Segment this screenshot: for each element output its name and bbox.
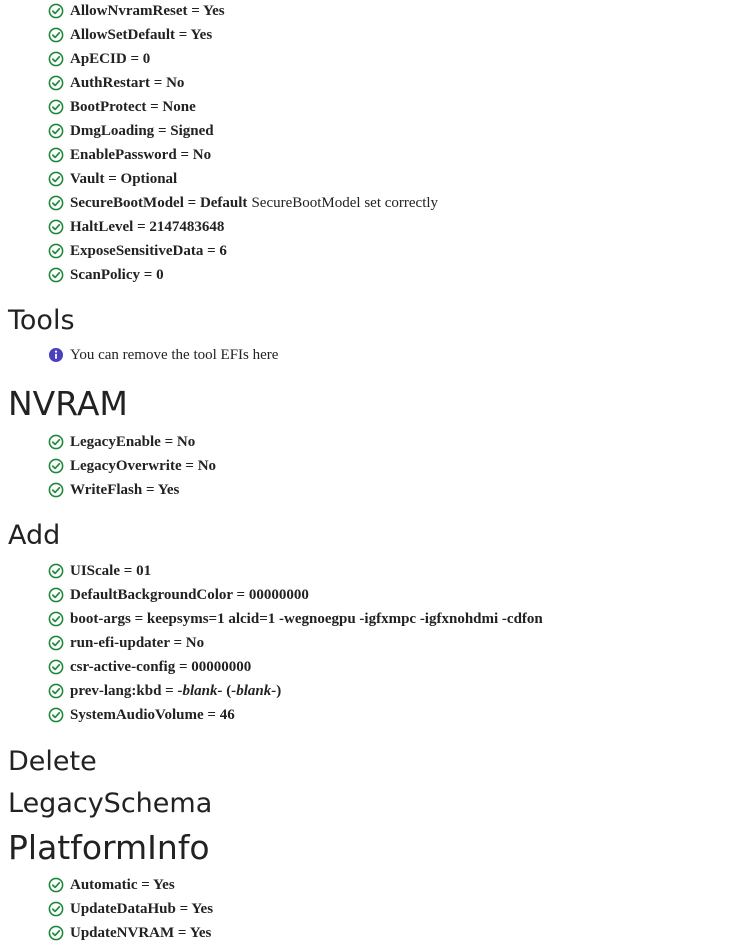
list-item [48,897,213,921]
check-circle-icon [48,482,64,498]
item-text: LegacyEnable = No [70,433,196,450]
item-text: ApECID = 0 [70,50,151,67]
item-text: AuthRestart = No [70,74,185,91]
check-circle-icon [48,75,64,91]
item-text: ScanPolicy = 0 [70,266,164,283]
check-circle-icon [48,877,64,893]
section-heading-nvram: NVRAM [8,384,128,423]
check-circle-icon [48,925,64,941]
list-item [48,47,150,71]
info-item [48,343,278,367]
check-circle-icon [48,51,64,67]
item-text: DefaultBackgroundColor = 00000000 [70,586,309,603]
list-item [48,23,212,47]
info-text: You can remove the tool EFIs here [70,346,279,363]
check-circle-icon [48,27,64,43]
check-circle-icon [48,707,64,723]
check-circle-icon [48,195,64,211]
list-item [48,71,184,95]
item-text: UIScale = 01 [70,562,152,579]
item-text: csr-active-config = 00000000 [70,658,252,675]
list-item [48,95,196,119]
list-item [48,478,179,502]
list-item [48,0,225,23]
check-circle-icon [48,458,64,474]
list-item [48,191,438,215]
item-text: UpdateDataHub = Yes [70,900,214,917]
list-item [48,873,175,897]
item-text: HaltLevel = 2147483648 [70,218,225,235]
list-item [48,143,211,167]
section-heading-platforminfo: PlatformInfo [8,828,210,867]
check-circle-icon [48,434,64,450]
item-text: ExposeSensitiveData = 6 [70,242,227,259]
check-circle-icon [48,243,64,259]
item-text: boot-args = keepsyms=1 alcid=1 -wegnoegpu -igfxmpc -igfxnohdmi -cdfon [70,610,543,627]
list-item [48,921,211,945]
check-circle-icon [48,123,64,139]
item-text: BootProtect = None [70,98,196,115]
item-text: LegacyOverwrite = No [70,457,217,474]
check-circle-icon [48,683,64,699]
list-item [48,655,251,679]
check-circle-icon [48,219,64,235]
check-circle-icon [48,171,64,187]
item-text: DmgLoading = Signed [70,122,214,139]
check-circle-icon [48,147,64,163]
item-text: AllowNvramReset = Yes [70,2,225,19]
check-circle-icon [48,611,64,627]
list-item [48,631,204,655]
list-item [48,263,164,287]
item-text: UpdateNVRAM = Yes [70,924,212,941]
section-heading-tools: Tools [8,305,75,336]
check-circle-icon [48,901,64,917]
check-circle-icon [48,267,64,283]
check-circle-icon [48,3,64,19]
list-item [48,119,214,143]
item-paren: (-blank-) [226,682,282,699]
list-item [48,583,309,607]
list-item [48,239,227,263]
item-text: EnablePassword = No [70,146,212,163]
section-heading-delete: Delete [8,746,97,777]
check-circle-icon [48,659,64,675]
item-text: AllowSetDefault = Yes [70,26,213,43]
check-circle-icon [48,99,64,115]
section-heading-legacyschema: LegacySchema [8,788,213,819]
section-heading-add: Add [8,520,61,551]
item-text: SecureBootModel = Default [70,194,248,211]
info-circle-icon [48,347,64,363]
check-circle-icon [48,635,64,651]
check-circle-icon [48,563,64,579]
list-item [48,703,235,727]
list-item [48,215,224,239]
item-note: SecureBootModel set correctly [251,194,439,211]
item-text: Automatic = Yes [70,876,175,893]
list-item [48,167,177,191]
check-circle-icon [48,587,64,603]
item-text: WriteFlash = Yes [70,481,180,498]
list-item [48,430,195,454]
list-item [48,679,281,703]
list-item [48,607,543,631]
item-text: run-efi-updater = No [70,634,205,651]
list-item [48,454,216,478]
list-item [48,559,151,583]
item-text: prev-lang:kbd = -blank- (-blank-) [70,682,282,699]
item-text: SystemAudioVolume = 46 [70,706,235,723]
item-text: Vault = Optional [70,170,178,187]
